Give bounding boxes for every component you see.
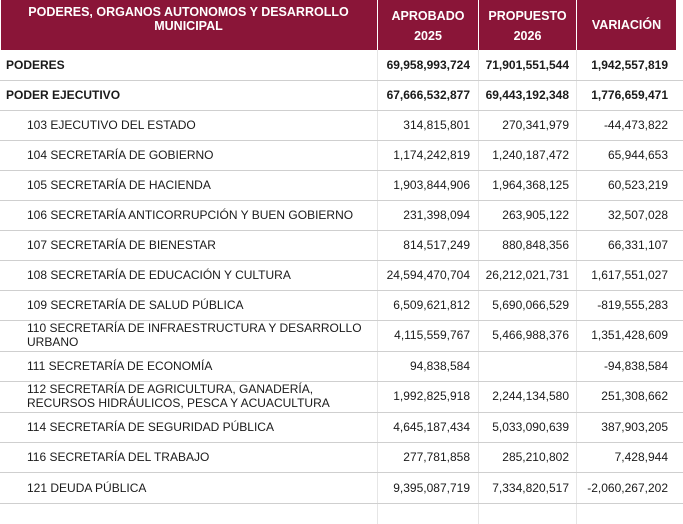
row-approved: 277,781,858 [403, 450, 470, 464]
row-label: 109 SECRETARÍA DE SALUD PÚBLICA [27, 298, 244, 312]
row-label: 105 SECRETARÍA DE HACIENDA [27, 178, 211, 192]
row-approved: 4,115,559,767 [394, 328, 470, 342]
table-row [0, 170, 683, 200]
row-variation: 387,903,205 [601, 420, 668, 434]
row-variation: 32,507,028 [607, 208, 668, 222]
row-variation: -2,060,267,202 [587, 481, 668, 495]
row-variation: 251,308,662 [601, 389, 668, 403]
row-label [27, 321, 362, 349]
row-variation: 66,331,107 [607, 238, 668, 252]
table-row [0, 351, 683, 381]
row-variation: 1,617,551,027 [591, 268, 668, 282]
row-proposed: 2,244,134,580 [492, 389, 569, 403]
row-proposed: 5,466,988,376 [492, 328, 569, 342]
row-proposed: 1,240,187,472 [492, 148, 569, 162]
row-label [27, 382, 330, 410]
row-variation: 1,942,557,819 [591, 58, 668, 72]
table-row [0, 260, 683, 290]
row-label: PODER EJECUTIVO [6, 88, 121, 102]
row-label: 116 SECRETARÍA DEL TRABAJO [27, 450, 210, 464]
header-variation-cell [577, 15, 676, 35]
row-proposed: 285,210,802 [502, 450, 569, 464]
row-divider [0, 503, 683, 504]
header-proposed-line2: 2026 [513, 29, 542, 43]
row-label: 111 SECRETARÍA DE ECONOMÍA [27, 359, 213, 373]
table-row [0, 290, 683, 320]
row-proposed: 880,848,356 [502, 238, 569, 252]
row-proposed: 270,341,979 [502, 118, 569, 132]
row-approved: 231,398,094 [403, 208, 470, 222]
row-label-line1: 112 SECRETARÍA DE AGRICULTURA, GANADERÍA, [27, 382, 314, 396]
header-name-line1: PODERES, ORGANOS AUTONOMOS Y DESARROLLO [28, 5, 349, 19]
row-label: 121 DEUDA PÚBLICA [27, 481, 147, 495]
row-proposed: 5,033,090,639 [492, 420, 569, 434]
table-row [0, 381, 683, 411]
row-variation: -44,473,822 [603, 118, 668, 132]
row-proposed: 5,690,066,529 [492, 298, 569, 312]
row-variation: -94,838,584 [603, 359, 668, 373]
table-row [0, 230, 683, 260]
table-row [0, 80, 683, 110]
row-label-line1: 110 SECRETARÍA DE INFRAESTRUCTURA Y DESARROLLO [27, 321, 362, 335]
row-proposed: 26,212,021,731 [485, 268, 569, 282]
row-label: 107 SECRETARÍA DE BIENESTAR [27, 238, 216, 252]
row-approved: 1,992,825,918 [393, 389, 470, 403]
row-variation: 1,776,659,471 [591, 88, 668, 102]
table-row [0, 442, 683, 472]
row-proposed: 1,964,368,125 [492, 178, 569, 192]
header-proposed-line1: PROPUESTO [488, 9, 567, 23]
row-proposed: 71,901,551,544 [485, 58, 569, 72]
row-approved: 69,958,993,724 [386, 58, 470, 72]
header-variation-label: VARIACIÓN [591, 18, 662, 32]
table-row [0, 50, 683, 80]
row-approved: 314,815,801 [403, 118, 470, 132]
row-approved: 1,174,242,819 [393, 148, 470, 162]
table-row [0, 320, 683, 350]
row-label: 106 SECRETARÍA ANTICORRUPCIÓN Y BUEN GOBIERNO [27, 208, 354, 222]
row-approved: 9,395,087,719 [393, 481, 470, 495]
row-label-line2: RECURSOS HIDRÁULICOS, PESCA Y ACUACULTURA [27, 396, 330, 410]
row-label-line2: URBANO [27, 335, 79, 349]
row-label: 114 SECRETARÍA DE SEGURIDAD PÚBLICA [27, 420, 274, 434]
row-proposed: 263,905,122 [502, 208, 569, 222]
table-row [0, 200, 683, 230]
row-label: PODERES [6, 58, 65, 72]
table-row [0, 473, 683, 503]
header-approved-line2: 2025 [414, 29, 442, 43]
row-approved: 24,594,470,704 [386, 268, 470, 282]
row-variation: 1,351,428,609 [591, 328, 668, 342]
row-approved: 4,645,187,434 [393, 420, 470, 434]
row-approved: 6,509,621,812 [393, 298, 470, 312]
row-approved: 1,903,844,906 [393, 178, 470, 192]
header-proposed-cell [479, 6, 576, 46]
table-header [1, 0, 676, 50]
row-variation: -819,555,283 [597, 298, 668, 312]
row-variation: 65,944,653 [607, 148, 668, 162]
row-proposed: 69,443,192,348 [485, 88, 569, 102]
header-approved-cell [378, 6, 478, 46]
row-proposed: 7,334,820,517 [492, 481, 569, 495]
row-label: 108 SECRETARÍA DE EDUCACIÓN Y CULTURA [27, 268, 291, 282]
row-label: 104 SECRETARÍA DE GOBIERNO [27, 148, 214, 162]
header-name-line2: MUNICIPAL [154, 19, 223, 33]
table-row [0, 140, 683, 170]
row-label: 103 EJECUTIVO DEL ESTADO [27, 118, 196, 132]
row-approved: 67,666,532,877 [386, 88, 470, 102]
header-name-cell [1, 5, 376, 33]
row-variation: 7,428,944 [614, 450, 668, 464]
row-variation: 60,523,219 [607, 178, 668, 192]
table-row [0, 110, 683, 140]
table-row [0, 412, 683, 442]
row-approved: 94,838,584 [409, 359, 470, 373]
row-approved: 814,517,249 [403, 238, 470, 252]
header-approved-line1: APROBADO [391, 9, 465, 23]
